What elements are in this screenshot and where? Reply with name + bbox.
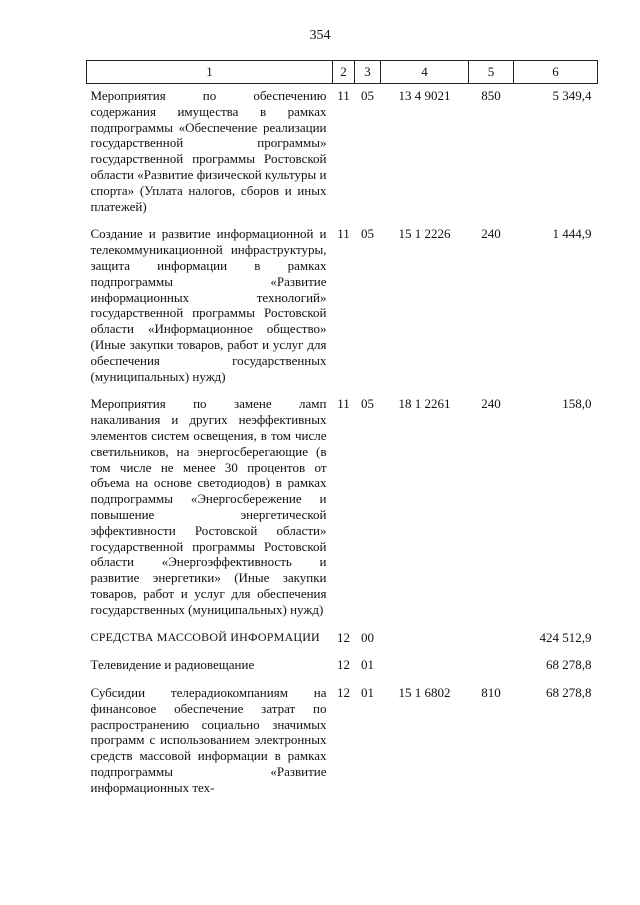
row-amount: 68 278,8 xyxy=(546,685,592,701)
row-expense-type: 240 xyxy=(481,226,501,242)
row-name: Создание и развитие информационной и телекоммуникационной инфраструктуры, защита информации в рамках подпрограммы «Развитие информационных технологий» государственной программы Ростовской области «Информационное общество» (Иные закупки товаров, работ и услуг для обеспечения государственных (муниципальных) нужд) xyxy=(90,226,327,384)
row-subsection: 00 xyxy=(361,629,374,645)
row-subsection: 05 xyxy=(361,396,374,412)
row-section: 12 xyxy=(337,629,350,645)
header-col-1: 1 xyxy=(87,61,333,84)
row-subsection: 01 xyxy=(361,657,374,673)
table-row xyxy=(87,653,598,681)
row-name: Субсидии телерадиокомпаниям на финансовое обеспечение затрат по распространению социально значимых программ с использованием электронных средств массовой информации в рамках подпрограммы «Развитие информационных тех- xyxy=(90,685,327,795)
header-col-6: 6 xyxy=(514,61,598,84)
row-name: Телевидение и радиовещание xyxy=(90,657,255,673)
table-row xyxy=(87,681,598,804)
table-row xyxy=(87,626,598,654)
header-col-3: 3 xyxy=(355,61,381,84)
row-amount: 5 349,4 xyxy=(552,88,592,103)
row-expense-type: 850 xyxy=(481,88,501,103)
table-row xyxy=(87,222,598,392)
row-section: 11 xyxy=(337,396,350,412)
row-expense-type xyxy=(469,653,514,681)
row-section: 11 xyxy=(337,226,350,242)
budget-table xyxy=(86,60,598,804)
row-section: 12 xyxy=(337,685,350,701)
row-subsection: 05 xyxy=(361,226,374,242)
row-section: 11 xyxy=(337,88,350,103)
row-amount: 1 444,9 xyxy=(552,226,592,242)
row-subsection: 05 xyxy=(361,88,374,103)
row-section: 12 xyxy=(337,657,350,673)
row-name: СРЕДСТВА МАССОВОЙ ИНФОРМАЦИИ xyxy=(90,629,320,644)
row-name: Мероприятия по обеспечению содержания имущества в рамках подпрограммы «Обеспечение реализации государственной программы» государственной программы Ростовской области «Развитие физической культуры и спорта» (Уплата налогов, сборов и иных платежей) xyxy=(90,88,327,214)
row-expense-type: 240 xyxy=(481,396,501,412)
row-target: 18 1 2261 xyxy=(398,396,451,412)
row-target: 15 1 2226 xyxy=(398,226,451,242)
row-target xyxy=(381,653,469,681)
header-col-4: 4 xyxy=(381,61,469,84)
table-row xyxy=(87,392,598,625)
header-col-2: 2 xyxy=(333,61,355,84)
row-target: 13 4 9021 xyxy=(398,88,451,103)
page-number: 354 xyxy=(309,28,331,43)
row-expense-type xyxy=(469,626,514,654)
row-target xyxy=(381,626,469,654)
row-subsection: 01 xyxy=(361,685,374,701)
header-col-5: 5 xyxy=(469,61,514,84)
table-row xyxy=(87,84,598,223)
header-row xyxy=(87,61,598,84)
row-target: 15 1 6802 xyxy=(398,685,451,701)
row-amount: 158,0 xyxy=(562,396,592,412)
row-amount: 424 512,9 xyxy=(539,629,592,645)
row-expense-type: 810 xyxy=(481,685,501,701)
row-name: Мероприятия по замене ламп накаливания и других неэффективных элементов систем освещения, в том числе светильников, на энергосберегающие (в том числе не менее 30 процентов от объема на основе светодиодов) в рамках подпрограммы «Энергосбережение и повышение энергетической эффективности Ростовской области» государственной программы Ростовской области «Энергоэффективность и развитие энергетики» (Иные закупки товаров, работ и услуг для обеспечения государственных (муниципальных) нужд) xyxy=(90,396,327,617)
row-amount: 68 278,8 xyxy=(546,657,592,673)
